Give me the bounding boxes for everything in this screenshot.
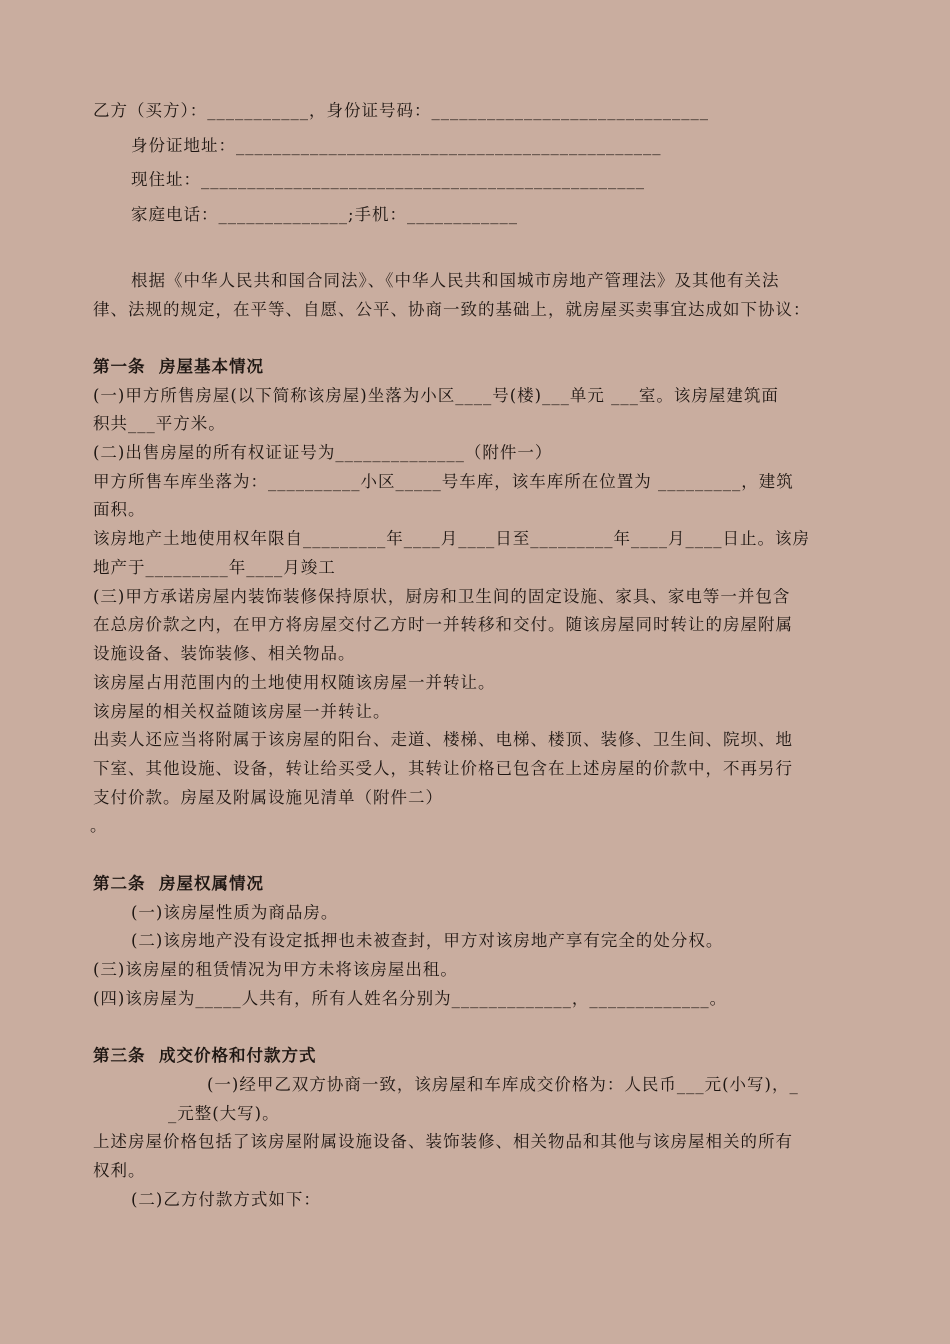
article-3-line-3: 上述房屋价格包括了该房屋附属设施设备、装饰装修、相关物品和其他与该房屋相关的所有 [93, 1132, 793, 1151]
article-1-line-10: 设施设备、装饰装修、相关物品。 [93, 644, 356, 663]
article-1-line-11: 该房屋占用范围内的土地使用权随该房屋一并转让。 [93, 673, 496, 692]
article-1-line-3: (二)出售房屋的所有权证证号为______________（附件一） [93, 443, 553, 462]
article-3-heading: 第三条 成交价格和付款方式 [93, 1046, 317, 1065]
phone-line: 家庭电话：______________;手机：____________ [131, 205, 519, 224]
id-address-line: 身份证地址：______________________________________________ [131, 136, 662, 155]
article-2-heading: 第二条 房屋权属情况 [93, 874, 264, 893]
article-1-line-1: (一)甲方所售房屋(以下简称该房屋)坐落为小区____号(楼)___单元 ___室。该房屋建筑面 [93, 386, 779, 405]
buyer-name-id-line: 乙方（买方）：___________，身份证号码：______________________________ [93, 101, 709, 120]
current-address-line: 现住址：________________________________________________ [131, 170, 645, 189]
article-3-line-4: 权利。 [93, 1161, 146, 1180]
article-1-line-2: 积共___平方米。 [93, 414, 226, 433]
article-3-line-2: _元整(大写)。 [168, 1104, 280, 1123]
article-1-line-8: (三)甲方承诺房屋内装饰装修保持原状，厨房和卫生间的固定设施、家具、家电等一并包含 [93, 587, 791, 606]
article-1-line-7: 地产于_________年____月竣工 [93, 558, 336, 577]
preamble-line-2: 律、法规的规定，在平等、自愿、公平、协商一致的基础上，就房屋买卖事宜达成如下协议： [93, 300, 811, 319]
article-2-line-2: (二)该房地产没有设定抵押也未被查封，甲方对该房地产享有完全的处分权。 [131, 931, 724, 950]
article-1-line-12: 该房屋的相关权益随该房屋一并转让。 [93, 702, 391, 721]
article-2-line-4: (四)该房屋为_____人共有，所有人姓名分别为_____________，_____________。 [93, 989, 728, 1008]
article-1-line-9: 在总房价款之内，在甲方将房屋交付乙方时一并转移和交付。随该房屋同时转让的房屋附属 [93, 615, 793, 634]
article-1-line-16: 。 [90, 816, 108, 835]
article-2-line-1: (一)该房屋性质为商品房。 [131, 903, 339, 922]
article-3-line-5: (二)乙方付款方式如下： [131, 1190, 321, 1209]
preamble-line-1: 根据《中华人民共和国合同法》、《中华人民共和国城市房地产管理法》及其他有关法 [131, 271, 780, 290]
article-2-line-3: (三)该房屋的租赁情况为甲方未将该房屋出租。 [93, 960, 458, 979]
article-1-line-15: 支付价款。房屋及附属设施见清单（附件二） [93, 788, 443, 807]
article-3-line-1: (一)经甲乙双方协商一致，该房屋和车库成交价格为：人民币___元(小写)，_ [207, 1075, 799, 1094]
article-1-line-14: 下室、其他设施、设备，转让给买受人，其转让价格已包含在上述房屋的价款中，不再另行 [93, 759, 793, 778]
article-1-heading: 第一条 房屋基本情况 [93, 357, 264, 376]
article-1-line-4: 甲方所售车库坐落为：__________小区_____号车库，该车库所在位置为 _________，建筑 [93, 472, 794, 491]
article-1-line-6: 该房地产土地使用权年限自_________年____月____日至_________年____月____日止。该房 [93, 529, 810, 548]
article-1-line-13: 出卖人还应当将附属于该房屋的阳台、走道、楼梯、电梯、楼顶、装修、卫生间、院坝、地 [93, 730, 793, 749]
article-1-line-5: 面积。 [93, 500, 146, 519]
